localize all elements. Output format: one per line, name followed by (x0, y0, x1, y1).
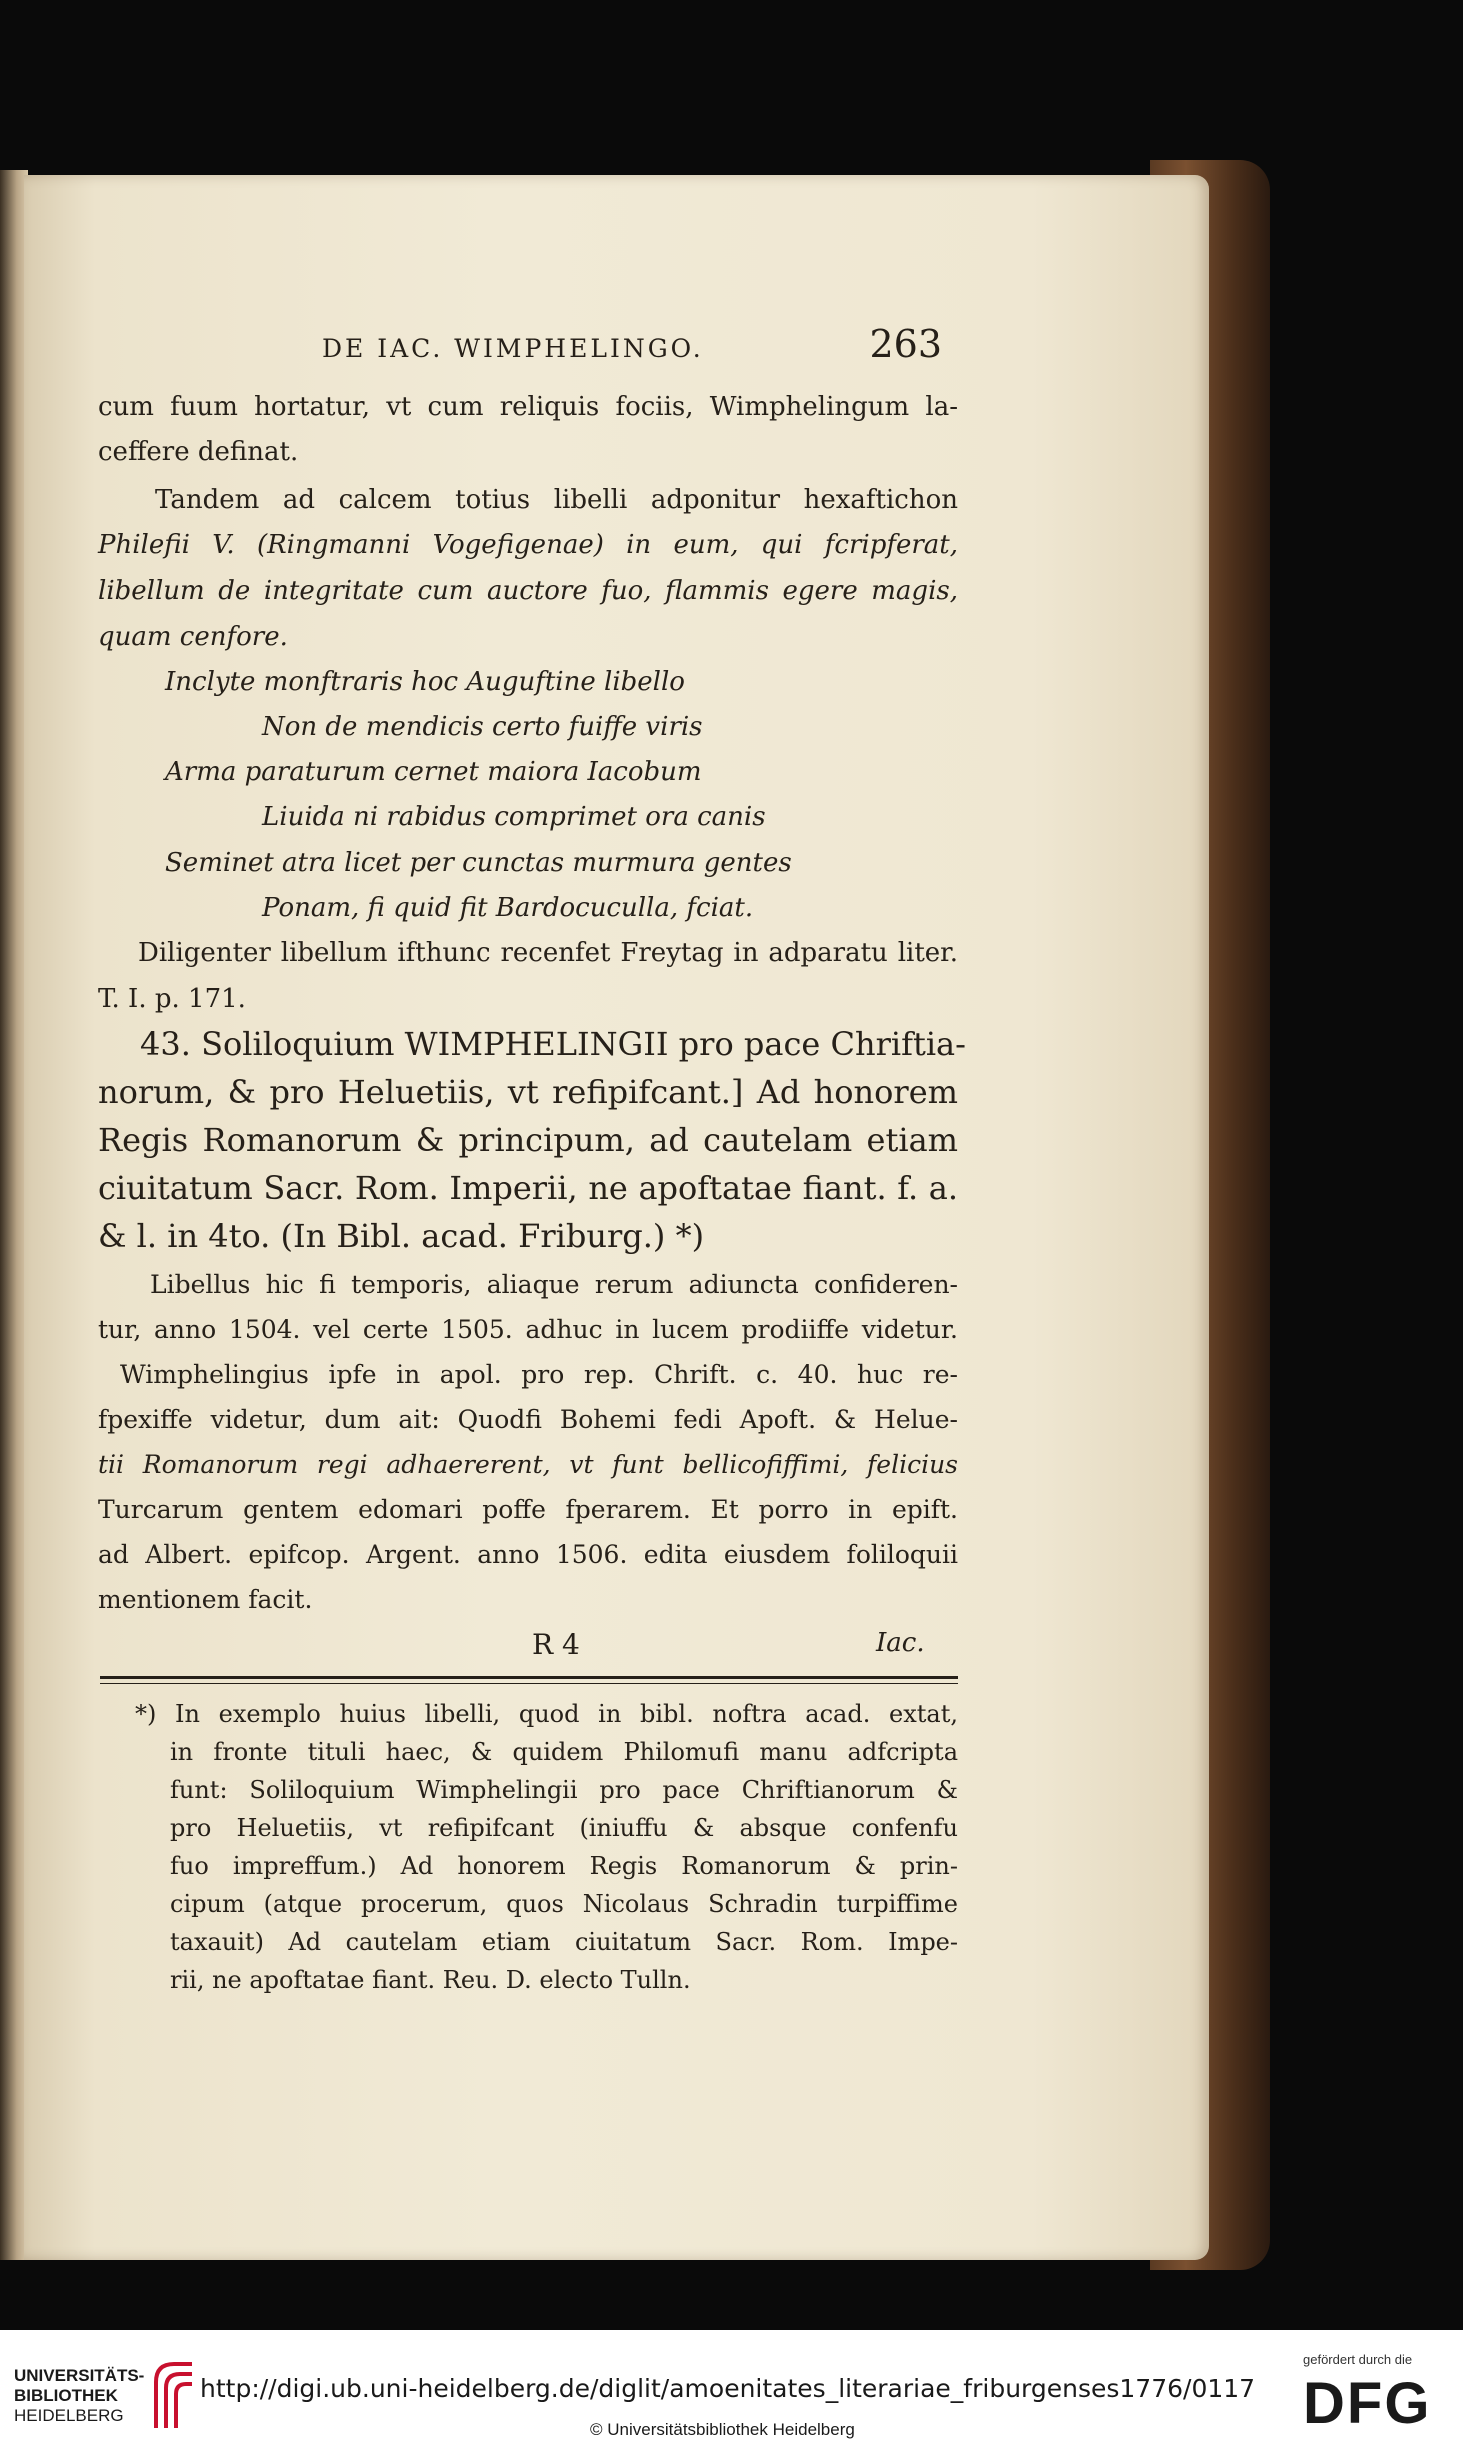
footnote-rule-thin (100, 1683, 958, 1684)
copyright-notice: © Universitätsbibliothek Heidelberg (590, 2420, 855, 2439)
footnote-line: funt: Soliloquium Wimphelingii pro pace Chriftianorum & (170, 1776, 958, 1804)
footnote-rule (100, 1676, 958, 1679)
footer-bar (0, 2330, 1463, 2453)
footnote-line: in fronte tituli haec, & quidem Philomufi manu adfcripta (170, 1738, 958, 1766)
page-number: 263 (869, 322, 942, 366)
body-line: fpexiffe videtur, dum ait: Quodfi Bohemi fedi Apoft. & Helue- (98, 1405, 958, 1434)
library-name-line-3: HEIDELBERG (14, 2406, 124, 2425)
body-line: ceffere definat. (98, 437, 299, 467)
body-line: Libellus hic fi temporis, aliaque rerum adiuncta confideren- (150, 1270, 958, 1299)
library-emblem-icon (148, 2358, 198, 2430)
library-name-line-2: BIBLIOTHEK (14, 2386, 118, 2405)
entry-line: norum, & pro Heluetiis, vt refipifcant.] Ad honorem (98, 1073, 958, 1111)
body-line: libellum de integritate cum auctore fuo, flammis egere magis, (98, 576, 958, 606)
verse-line: Arma paraturum cernet maiora Iacobum (165, 757, 702, 787)
signature-mark: R 4 (532, 1628, 580, 1661)
verse-line: Ponam, fi quid fit Bardocuculla, fciat. (262, 893, 754, 923)
body-line: T. I. p. 171. (98, 984, 246, 1014)
funding-note: gefördert durch die (1303, 2352, 1413, 2367)
verse-line: Inclyte monftraris hoc Auguftine libello (165, 667, 685, 697)
entry-line: Regis Romanorum & principum, ad cautelam etiam (98, 1121, 958, 1159)
body-line: ad Albert. epifcop. Argent. anno 1506. edita eiusdem foliloquii (98, 1540, 958, 1569)
body-line: Turcarum gentem edomari poffe fperarem. Et porro in epift. (98, 1495, 958, 1524)
body-line: Wimphelingius ipfe in apol. pro rep. Chrift. c. 40. huc re- (120, 1360, 958, 1389)
running-header (322, 322, 942, 366)
footnote-line: pro Heluetiis, vt refipifcant (iniuffu & absque confenfu (170, 1814, 958, 1842)
entry-line: & l. in 4to. (In Bibl. acad. Friburg.) *) (98, 1217, 705, 1255)
footnote-line: cipum (atque procerum, quos Nicolaus Schradin turpiffime (170, 1890, 958, 1918)
library-name-line-1: UNIVERSITÄTS- (14, 2366, 145, 2385)
body-line: mentionem facit. (98, 1585, 313, 1614)
dfg-logo[interactable]: DFG (1303, 2371, 1432, 2436)
catchword: Iac. (876, 1628, 925, 1658)
body-line: tii Romanorum regi adhaererent, vt funt bellicofiffimi, felicius (98, 1450, 958, 1479)
footnote-line: rii, ne apoftatae fiant. Reu. D. electo Tulln. (170, 1966, 691, 1994)
running-title: DE IAC. WIMPHELINGO. (322, 334, 704, 363)
body-line: cum fuum hortatur, vt cum reliquis fociis, Wimphelingum la- (98, 392, 958, 422)
verse-line: Non de mendicis certo fuiffe viris (262, 712, 703, 742)
footnote-line: fuo impreffum.) Ad honorem Regis Romanorum & prin- (170, 1852, 958, 1880)
entry-line: ciuitatum Sacr. Rom. Imperii, ne apoftatae fiant. f. a. (98, 1169, 958, 1207)
body-line: Tandem ad calcem totius libelli adponitur hexaftichon (155, 485, 958, 515)
footnote-line: taxauit) Ad cautelam etiam ciuitatum Sacr. Rom. Impe- (170, 1928, 958, 1956)
body-line: tur, anno 1504. vel certe 1505. adhuc in lucem prodiiffe videtur. (98, 1315, 958, 1344)
library-logo[interactable] (14, 2366, 144, 2426)
footnote-line: *) In exemplo huius libelli, quod in bibl. noftra acad. extat, (135, 1700, 958, 1728)
permalink-url[interactable]: http://digi.ub.uni-heidelberg.de/diglit/amoenitates_literariae_friburgenses1776/0117 (200, 2374, 1256, 2403)
verse-line: Liuida ni rabidus comprimet ora canis (262, 802, 766, 832)
body-line: Philefii V. (Ringmanni Vogefigenae) in eum, qui fcripferat, (98, 530, 958, 560)
body-line: Diligenter libellum ifthunc recenfet Freytag in adparatu liter. (138, 938, 958, 968)
verse-line: Seminet atra licet per cunctas murmura gentes (165, 848, 792, 878)
body-line: quam cenfore. (98, 622, 288, 652)
entry-line: 43. Soliloquium WIMPHELINGII pro pace Chriftia- (140, 1025, 966, 1063)
